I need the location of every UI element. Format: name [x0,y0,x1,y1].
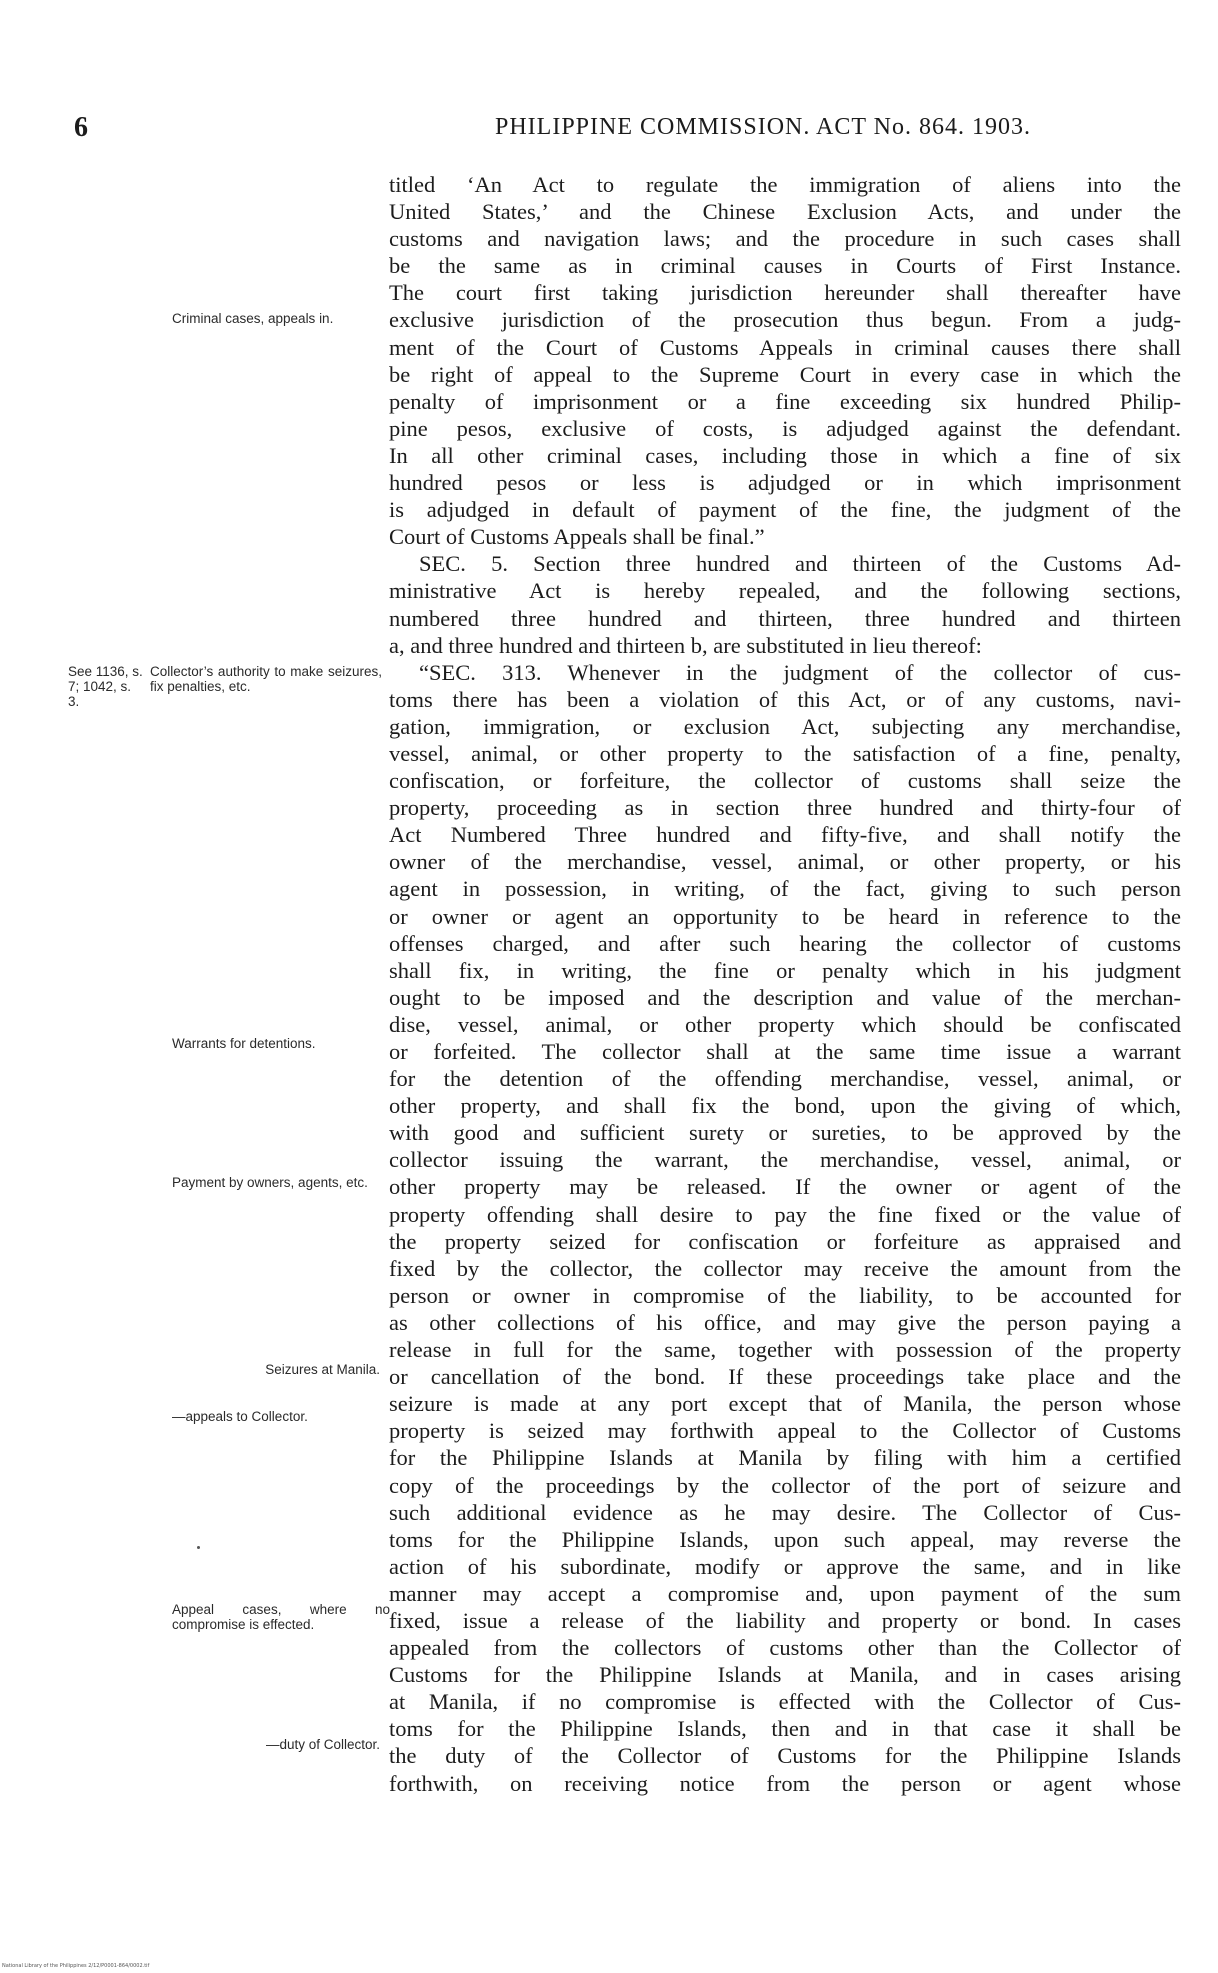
body-line: dise, vessel, animal, or other property which should be confiscated [389,1011,1181,1037]
body-line: or forfeited. The collector shall at the same time issue a warrant [389,1039,1181,1064]
body-line: collector issuing the warrant, the merchandise, vessel, animal, or [389,1147,1181,1173]
body-line: property offending shall desire to pay the fine fixed or the value of [389,1201,1181,1227]
body-line: the property seized for confiscation or forfeiture as appraised and [389,1228,1181,1254]
body-line: be right of appeal to the Supreme Court in every case in which the [389,361,1181,387]
body-line: SEC. 5. Section three hundred and thirteen of the Customs Ad- [419,551,1181,577]
body-line: copy of the proceedings by the collector of the port of seizure and [389,1472,1181,1498]
body-line: or owner or agent an opportunity to be heard in reference to the [389,903,1181,929]
running-head: PHILIPPINE COMMISSION. ACT No. 864. 1903. [495,114,1031,140]
body-line: property, proceeding as in section three hundred and thirty-four of [389,795,1181,821]
body-line: vessel, animal, or other property to the satisfaction of a fine, penalty, [389,740,1181,766]
body-line: customs and navigation laws; and the procedure in such cases shall [389,226,1181,252]
body-line: for the Philippine Islands at Manila by filing with him a certified [389,1445,1181,1471]
margin-note-payment: Payment by owners, agents, etc. [172,1175,368,1190]
body-line: Act Numbered Three hundred and fifty-five, and shall notify the [389,822,1181,848]
scan-credit: National Library of the Philippines 2/12/P0001-864/0002.tif [2,1963,150,1969]
body-line: ment of the Court of Customs Appeals in criminal causes there shall [389,334,1181,360]
body-line: fixed by the collector, the collector may receive the amount from the [389,1255,1181,1281]
body-line: manner may accept a compromise and, upon payment of the sum [389,1580,1181,1606]
body-line: shall fix, in writing, the fine or penalty which in his judgment [389,957,1181,983]
body-line: other property may be released. If the owner or agent of the [389,1174,1181,1200]
body-line: seizure is made at any port except that of Manila, the person whose [389,1391,1181,1417]
body-line: as other collections of his office, and may give the person paying a [389,1309,1181,1335]
body-line: “SEC. 313. Whenever in the judgment of the collector of cus- [419,659,1181,685]
body-line: toms for the Philippine Islands, then and in that case it shall be [389,1716,1181,1742]
margin-note-duty-collector: —duty of Collector. [265,1737,380,1752]
body-line: Court of Customs Appeals shall be final.” [389,524,765,550]
body-text [389,171,1181,1797]
body-line: offenses charged, and after such hearing the collector of customs [389,930,1181,956]
body-line: toms there has been a violation of this Act, or of any customs, navi- [389,686,1181,712]
margin-note-criminal-cases: Criminal cases, appeals in. [172,311,334,326]
margin-note-warrants: Warrants for detentions. [172,1036,316,1051]
body-line: with good and sufficient surety or sureties, to be approved by the [389,1120,1181,1146]
margin-note-appeals-collector: —appeals to Collector. [172,1409,308,1424]
body-line: for the detention of the offending merchandise, vessel, animal, or [389,1066,1181,1092]
body-line: be the same as in criminal causes in Courts of First Instance. [389,253,1181,279]
body-line: such additional evidence as he may desire. The Collector of Cus- [389,1499,1181,1525]
body-line: is adjudged in default of payment of the fine, the judgment of the [389,497,1181,523]
margin-note-seizures-manila: Seizures at Manila. [265,1362,380,1377]
body-line: toms for the Philippine Islands, upon such appeal, may reverse the [389,1526,1181,1552]
body-line: ministrative Act is hereby repealed, and the following sections, [389,578,1181,604]
body-line: at Manila, if no compromise is effected with the Collector of Cus- [389,1689,1181,1715]
body-line: action of his subordinate, modify or approve the same, and in like [389,1553,1181,1579]
body-line: person or owner in compromise of the liability, to be accounted for [389,1282,1181,1308]
body-line: confiscation, or forfeiture, the collector of customs shall seize the [389,768,1181,794]
body-line: numbered three hundred and thirteen, three hundred and thirteen [389,605,1181,631]
body-line: penalty of imprisonment or a fine exceeding six hundred Philip- [389,388,1181,414]
margin-note-collector-authority: Collector’s authority to make seizures, fix penalties, etc. [150,664,382,694]
body-line: gation, immigration, or exclusion Act, subjecting any merchandise, [389,713,1181,739]
body-line: release in full for the same, together with possession of the property [389,1337,1181,1363]
body-line: fixed, issue a release of the liability and property or bond. In cases [389,1607,1181,1633]
body-line: In all other criminal cases, including those in which a fine of six [389,442,1181,468]
body-line: The court first taking jurisdiction hereunder shall thereafter have [389,280,1181,306]
page-number: 6 [74,112,88,143]
body-line: hundred pesos or less is adjudged or in which imprisonment [389,470,1181,496]
body-line: exclusive jurisdiction of the prosecution thus begun. From a judg- [389,307,1181,333]
body-line: a, and three hundred and thirteen b, are substituted in lieu thereof: [389,632,982,658]
margin-note-reference: See 1136, s. 7; 1042, s. 3. [68,664,143,709]
body-line: property is seized may forthwith appeal to the Collector of Customs [389,1418,1181,1444]
margin-note-appeal-cases: Appeal cases, where no compromise is effected. [172,1602,390,1632]
body-line: forthwith, on receiving notice from the person or agent whose [389,1770,1181,1796]
body-line: the duty of the Collector of Customs for the Philippine Islands [389,1743,1181,1769]
body-line: titled ‘An Act to regulate the immigration of aliens into the [389,172,1181,197]
body-line: United States,’ and the Chinese Exclusion Acts, and under the [389,199,1181,225]
body-line: pine pesos, exclusive of costs, is adjudged against the defendant. [389,415,1181,441]
body-line: agent in possession, in writing, of the fact, giving to such person [389,876,1181,902]
body-line: appealed from the collectors of customs other than the Collector of [389,1635,1181,1661]
body-line: or cancellation of the bond. If these proceedings take place and the [389,1364,1181,1390]
stray-mark [197,1546,200,1549]
body-line: other property, and shall fix the bond, upon the giving of which, [389,1093,1181,1119]
body-line: owner of the merchandise, vessel, animal, or other property, or his [389,849,1181,875]
body-line: ought to be imposed and the description and value of the merchan- [389,984,1181,1010]
body-line: Customs for the Philippine Islands at Manila, and in cases arising [389,1662,1181,1688]
